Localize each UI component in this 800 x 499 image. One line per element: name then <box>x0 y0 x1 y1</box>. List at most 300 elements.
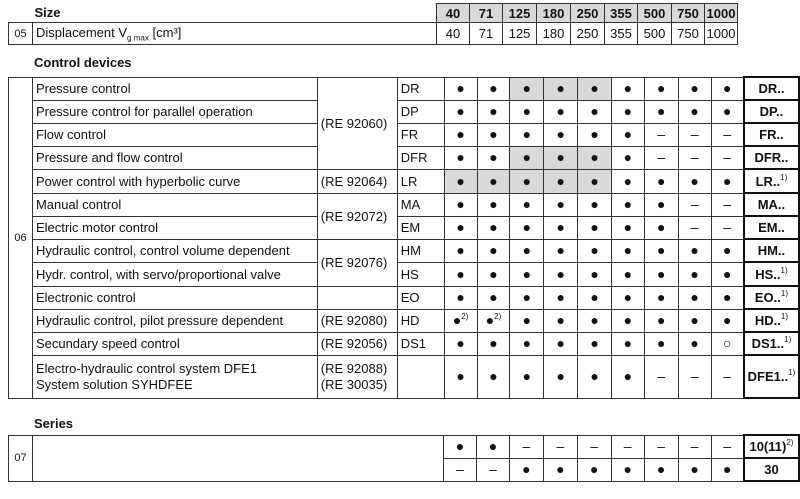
availability-mark <box>543 458 577 481</box>
availability-mark <box>544 193 578 216</box>
control-row <box>9 239 800 262</box>
control-abbreviation: HS <box>397 262 444 286</box>
availability-mark <box>477 123 510 146</box>
availability-symbol: ● <box>623 312 633 328</box>
ordering-code-text: DS1.. <box>751 336 785 351</box>
reference: (RE 92076) <box>317 239 397 286</box>
availability-symbol: ● <box>690 172 699 189</box>
availability-mark <box>678 262 711 286</box>
control-label: Power control with hyperbolic curve <box>32 169 317 193</box>
availability-symbol: – <box>590 438 599 454</box>
reference <box>317 286 397 309</box>
availability-symbol: ● <box>522 289 532 305</box>
size-header: 40 <box>437 4 470 23</box>
availability-symbol: ● <box>657 172 666 189</box>
availability-mark <box>644 355 678 398</box>
availability-symbol: – <box>489 461 497 477</box>
footnote-marker: 1) <box>788 368 796 377</box>
control-row <box>9 193 800 216</box>
availability-mark <box>444 77 477 100</box>
availability-mark <box>544 123 578 146</box>
availability-mark <box>544 216 578 239</box>
availability-mark <box>711 100 744 123</box>
availability-mark <box>611 146 644 169</box>
availability-mark <box>644 435 678 458</box>
availability-symbol: ● <box>522 312 532 328</box>
availability-symbol: – <box>723 126 732 142</box>
availability-symbol: ● <box>456 149 465 165</box>
ordering-code-text: DFR.. <box>754 150 789 165</box>
ordering-code <box>744 216 799 239</box>
size-header: 1000 <box>705 4 738 23</box>
availability-symbol: ● <box>489 196 498 212</box>
availability-symbol: – <box>657 438 665 454</box>
availability-mark <box>477 216 510 239</box>
availability-symbol: ● <box>590 219 599 235</box>
availability-symbol: ● <box>556 242 565 258</box>
availability-mark <box>611 332 644 355</box>
availability-symbol: ● <box>489 103 498 119</box>
availability-mark <box>477 146 510 169</box>
row-number: 05 <box>9 23 33 45</box>
control-abbreviation: EM <box>397 216 444 239</box>
availability-mark <box>510 193 544 216</box>
footnote-marker: 2) <box>786 438 794 447</box>
availability-symbol: ● <box>623 368 633 384</box>
availability-mark <box>611 458 644 481</box>
availability-symbol: – <box>690 196 699 212</box>
availability-mark <box>444 435 477 458</box>
availability-mark <box>611 169 644 193</box>
availability-mark <box>510 146 544 169</box>
availability-symbol: ● <box>556 172 565 189</box>
row-number: 07 <box>9 435 33 481</box>
availability-symbol: ● <box>722 242 732 258</box>
availability-symbol: ● <box>456 219 465 235</box>
ordering-code <box>744 193 799 216</box>
reference: (RE 92056) <box>317 332 397 355</box>
availability-symbol: ● <box>590 265 599 282</box>
availability-symbol: ● <box>489 126 498 142</box>
control-row <box>9 355 800 398</box>
availability-mark <box>611 355 644 398</box>
availability-symbol: ● <box>590 103 599 119</box>
availability-mark <box>510 239 544 262</box>
control-row <box>9 77 800 100</box>
availability-mark <box>477 77 510 100</box>
control-abbreviation: DR <box>397 77 444 100</box>
availability-mark <box>611 123 644 146</box>
ordering-code <box>744 100 799 123</box>
availability-symbol: ● <box>722 289 732 305</box>
availability-mark <box>544 309 578 332</box>
availability-mark <box>444 309 477 332</box>
control-label-line: System solution SYHDFEE <box>35 376 193 392</box>
availability-symbol: ● <box>623 196 633 212</box>
size-header: 355 <box>605 4 638 23</box>
availability-mark <box>678 77 711 100</box>
ordering-code-text: DP.. <box>759 104 784 119</box>
availability-mark <box>578 100 612 123</box>
control-label: Pressure control for parallel operation <box>32 100 317 123</box>
availability-mark <box>444 169 477 193</box>
availability-mark <box>678 123 711 146</box>
ordering-code <box>744 169 799 193</box>
availability-symbol: – <box>657 368 666 384</box>
availability-mark <box>678 435 711 458</box>
availability-mark <box>678 100 711 123</box>
availability-mark <box>444 216 477 239</box>
ordering-code-text: MA.. <box>757 197 786 212</box>
control-label-line: Electro-hydraulic control system DFE1 <box>35 360 258 376</box>
control-row <box>9 309 800 332</box>
availability-mark <box>578 193 612 216</box>
control-label: Hydr. control, with servo/proportional valve <box>32 262 317 286</box>
footnote-marker: 1) <box>780 265 788 275</box>
availability-symbol: – <box>723 196 732 212</box>
availability-symbol: ● <box>456 172 465 189</box>
footnote-marker: 1) <box>780 289 789 298</box>
availability-mark <box>544 169 578 193</box>
availability-mark <box>644 332 678 355</box>
availability-symbol: – <box>690 438 699 454</box>
availability-symbol: ● <box>590 172 599 189</box>
ordering-code-text: HS.. <box>755 266 781 282</box>
availability-symbol: ● <box>623 461 632 477</box>
ordering-code-text: EO.. <box>754 290 781 305</box>
availability-symbol: ● <box>590 312 599 328</box>
availability-symbol: ● <box>489 80 498 96</box>
availability-symbol: ● <box>657 265 666 282</box>
control-devices-title: Control devices <box>34 55 132 70</box>
availability-symbol: ○ <box>722 335 732 351</box>
availability-mark <box>678 458 711 481</box>
availability-mark <box>711 77 744 100</box>
control-row <box>9 286 800 309</box>
availability-symbol: ● <box>522 265 532 282</box>
availability-symbol: ● <box>590 335 599 351</box>
size-header: 500 <box>638 4 672 23</box>
ordering-code <box>744 309 799 332</box>
availability-mark <box>711 193 744 216</box>
availability-mark <box>510 100 544 123</box>
availability-symbol: ● <box>657 80 666 96</box>
availability-symbol: ● <box>623 172 633 189</box>
availability-mark <box>444 146 477 169</box>
availability-mark <box>578 332 612 355</box>
control-label: Hydraulic control, pilot pressure dependent <box>32 309 317 332</box>
control-abbreviation: HM <box>397 239 444 262</box>
availability-mark <box>611 100 644 123</box>
availability-mark <box>578 239 612 262</box>
ordering-code <box>744 262 799 286</box>
reference: (RE 92080) <box>317 309 397 332</box>
availability-mark <box>444 332 477 355</box>
availability-mark <box>510 332 544 355</box>
displacement-value: 40 <box>437 23 470 45</box>
availability-symbol: ● <box>522 368 532 384</box>
availability-mark <box>444 286 477 309</box>
availability-mark <box>644 169 678 193</box>
availability-mark <box>678 332 711 355</box>
availability-mark <box>477 169 510 193</box>
availability-symbol: ● <box>623 242 633 258</box>
availability-mark <box>611 309 644 332</box>
availability-symbol: ● <box>489 149 498 165</box>
control-label: Pressure and flow control <box>32 146 317 169</box>
control-row <box>9 332 800 355</box>
availability-symbol: ● <box>690 335 699 351</box>
availability-mark <box>711 123 744 146</box>
availability-mark <box>544 286 578 309</box>
displacement-value: 355 <box>605 23 638 45</box>
availability-mark <box>444 193 477 216</box>
availability-symbol: – <box>690 368 699 384</box>
availability-mark <box>477 262 510 286</box>
availability-mark <box>510 169 544 193</box>
availability-symbol: ● <box>690 265 699 282</box>
availability-symbol: ● <box>556 461 565 477</box>
availability-symbol: ● <box>489 242 498 258</box>
control-label: Electronic control <box>32 286 317 309</box>
availability-mark <box>611 216 644 239</box>
ordering-code-text: LR.. <box>755 173 781 189</box>
availability-mark <box>711 309 744 332</box>
ordering-code-text: HD.. <box>754 313 781 328</box>
availability-mark <box>510 77 544 100</box>
availability-mark <box>711 458 744 481</box>
series-title: Series <box>34 416 74 431</box>
footnote-marker: 2) <box>461 312 469 321</box>
availability-symbol: ● <box>722 80 732 96</box>
footnote-marker: 2) <box>494 312 502 321</box>
availability-symbol: ● <box>485 312 495 328</box>
availability-symbol: – <box>522 438 531 454</box>
control-label: Secundary speed control <box>32 332 317 355</box>
availability-symbol: ● <box>657 242 666 258</box>
availability-symbol: – <box>690 219 699 235</box>
availability-mark <box>544 77 578 100</box>
availability-mark <box>711 435 744 458</box>
availability-symbol: ● <box>590 461 599 477</box>
availability-symbol: ● <box>556 80 565 96</box>
displacement-value: 125 <box>503 23 537 45</box>
series-code <box>744 458 799 481</box>
footnote-marker: 1) <box>780 312 789 321</box>
ordering-code-text: HM.. <box>757 243 786 258</box>
availability-symbol: ● <box>690 312 699 328</box>
ordering-code <box>744 239 799 262</box>
availability-mark <box>711 239 744 262</box>
availability-mark <box>578 309 612 332</box>
availability-mark <box>477 332 510 355</box>
availability-mark <box>544 262 578 286</box>
availability-mark <box>577 458 611 481</box>
availability-mark <box>611 435 644 458</box>
ordering-code-text: EM.. <box>758 220 785 235</box>
availability-symbol: ● <box>456 80 465 96</box>
availability-mark <box>678 169 711 193</box>
footnote-marker: 1) <box>784 335 792 344</box>
availability-symbol: ● <box>522 126 532 142</box>
reference-line: (RE 30035) <box>320 376 388 392</box>
availability-mark <box>678 146 711 169</box>
availability-mark <box>444 458 477 481</box>
availability-symbol: ● <box>722 265 732 282</box>
availability-mark <box>544 146 578 169</box>
availability-mark <box>444 355 477 398</box>
control-abbreviation: EO <box>397 286 444 309</box>
availability-mark <box>644 262 678 286</box>
availability-mark <box>444 239 477 262</box>
control-label: Flow control <box>32 123 317 146</box>
availability-symbol: ● <box>489 368 498 384</box>
availability-mark <box>611 262 644 286</box>
availability-mark <box>711 332 744 355</box>
availability-symbol: – <box>723 219 732 235</box>
availability-symbol: ● <box>722 312 732 328</box>
availability-mark <box>644 458 678 481</box>
availability-symbol: ● <box>657 289 666 305</box>
availability-symbol: ● <box>690 289 699 305</box>
availability-mark <box>644 100 678 123</box>
control-abbreviation: DS1 <box>397 332 444 355</box>
availability-symbol: ● <box>590 368 599 384</box>
availability-symbol: ● <box>489 219 498 235</box>
control-label: Pressure control <box>32 77 317 100</box>
displacement-value: 500 <box>638 23 672 45</box>
availability-mark <box>543 435 577 458</box>
availability-symbol: ● <box>722 103 732 119</box>
availability-mark <box>477 193 510 216</box>
availability-mark <box>477 355 510 398</box>
availability-symbol: ● <box>556 126 565 142</box>
control-abbreviation: MA <box>397 193 444 216</box>
control-devices-table <box>8 76 800 399</box>
size-header: 750 <box>672 4 705 23</box>
availability-mark <box>611 286 644 309</box>
availability-symbol: ● <box>723 461 732 477</box>
availability-symbol: ● <box>590 289 599 305</box>
control-label: Electric motor control <box>32 216 317 239</box>
availability-symbol: ● <box>456 265 465 282</box>
availability-symbol: – <box>723 438 732 454</box>
control-abbreviation: LR <box>397 169 444 193</box>
availability-symbol: ● <box>488 438 498 454</box>
availability-symbol: ● <box>556 265 565 282</box>
availability-symbol: ● <box>690 80 699 96</box>
availability-mark <box>510 123 544 146</box>
availability-symbol: ● <box>590 149 599 165</box>
ordering-code-text: DR.. <box>758 81 785 96</box>
availability-mark <box>711 169 744 193</box>
availability-symbol: ● <box>522 219 532 235</box>
availability-symbol: ● <box>452 312 462 328</box>
ordering-code <box>744 77 799 100</box>
availability-symbol: – <box>456 461 464 477</box>
availability-symbol: ● <box>489 172 498 189</box>
displacement-value: 71 <box>470 23 503 45</box>
availability-mark <box>544 332 578 355</box>
availability-symbol: ● <box>489 335 498 351</box>
displacement-value: 750 <box>672 23 705 45</box>
availability-symbol: – <box>690 126 699 142</box>
availability-symbol: ● <box>556 196 565 212</box>
displacement-value: 1000 <box>705 23 738 45</box>
availability-symbol: ● <box>590 80 599 96</box>
availability-symbol: – <box>556 438 565 454</box>
control-row <box>9 216 800 239</box>
availability-symbol: ● <box>623 149 633 165</box>
availability-symbol: ● <box>522 80 532 96</box>
series-code-text: 10(11) <box>749 439 787 454</box>
series-row <box>9 435 800 458</box>
availability-symbol: – <box>723 149 732 165</box>
availability-symbol: ● <box>489 289 498 305</box>
availability-mark <box>711 216 744 239</box>
availability-symbol: ● <box>556 368 565 384</box>
size-label: Size <box>34 5 61 21</box>
availability-symbol: ● <box>456 289 465 305</box>
availability-symbol: ● <box>623 289 633 305</box>
control-label: Manual control <box>32 193 317 216</box>
reference <box>317 355 397 398</box>
availability-mark <box>510 355 544 398</box>
availability-symbol: ● <box>456 368 465 384</box>
availability-mark <box>644 146 678 169</box>
availability-symbol: ● <box>623 219 633 235</box>
availability-mark <box>611 77 644 100</box>
availability-symbol: ● <box>522 335 532 351</box>
series-code-text: 30 <box>764 462 779 477</box>
availability-mark <box>711 355 744 398</box>
footnote-marker: 1) <box>780 172 788 182</box>
availability-mark <box>678 355 711 398</box>
availability-symbol: ● <box>556 149 565 165</box>
availability-symbol: ● <box>690 103 699 119</box>
control-abbreviation: HD <box>397 309 444 332</box>
availability-mark <box>678 193 711 216</box>
availability-symbol: – <box>690 149 699 165</box>
availability-symbol: ● <box>690 461 699 477</box>
control-row <box>9 169 800 193</box>
availability-mark <box>644 309 678 332</box>
size-header: 125 <box>503 4 537 23</box>
availability-mark <box>711 262 744 286</box>
availability-symbol: ● <box>556 103 565 119</box>
control-abbreviation: FR <box>397 123 444 146</box>
displacement-value: 180 <box>537 23 571 45</box>
availability-mark <box>644 123 678 146</box>
availability-mark <box>578 286 612 309</box>
availability-symbol: ● <box>656 461 666 477</box>
availability-mark <box>644 239 678 262</box>
availability-mark <box>578 216 612 239</box>
availability-mark <box>509 458 543 481</box>
availability-symbol: – <box>623 438 632 454</box>
availability-symbol: ● <box>623 335 633 351</box>
availability-symbol: ● <box>657 103 666 119</box>
reference: (RE 92064) <box>317 169 397 193</box>
reference: (RE 92072) <box>317 193 397 239</box>
availability-symbol: – <box>657 126 666 142</box>
availability-mark <box>444 262 477 286</box>
availability-symbol: ● <box>590 126 599 142</box>
availability-mark <box>611 193 644 216</box>
availability-symbol: ● <box>522 196 532 212</box>
control-abbreviation: DFR <box>397 146 444 169</box>
ordering-code <box>744 332 799 355</box>
